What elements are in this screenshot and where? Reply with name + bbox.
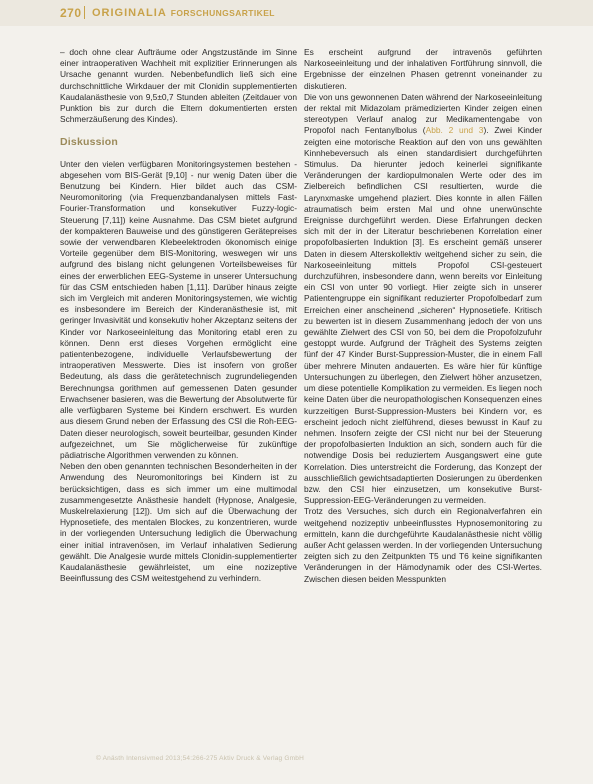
- discussion-paragraph-2: Neben den oben genannten technischen Besonderheiten in der Anwendung des Neuromonitorings bei Kindern ist zu berücksichtigen, dass es sich immer um eine multimodal zusammengesetzte Anästhesie handelt (Hypnose, Analgesie, Muskelrelaxierung [12]). Um sich auf die Überwachung der Hypnosetiefe, des mentalen Blockes, zu konzentrieren, wurde in der vorliegenden Untersuchung lediglich die Überwachung einer initial intravenösen, im Verlauf inhalativen Sedierung gewählt. Die Analgesie wurde mittels Clonidin-supplementierter Kaudalanästhesie gewährleistet, um eine nozizeptive Beeinflussung des CSM weitestgehend zu verhindern.: [60, 461, 297, 584]
- discussion-paragraph-1: Unter den vielen verfügbaren Monitoringsystemen bestehen - abgesehen vom BIS-Gerät [9,10] - nur wenig Daten über die Benutzung bei Kindern. Hier bildet auch das CSM-Neuromonitoring (via Frequenzbandanalysen mittels Fast-Fourier-Transformation und konsekutiver Fuzzy-logic-Steuerung [7,11]) keine Ausnahme. Das CSM bietet aufgrund der kompakteren Bauweise und des günstigeren Gerätepreises sowie der verwendbaren Klebeelektroden ökonomisch einige Vorteile gegenüber dem BIS-Monitoring, weswegen wir uns aufgrund des bislang nicht gelungenen Vorteilsbeweises für eines der erwerblichen EEG-Systeme in unserer Untersuchung für das CSM entschieden haben [1,11]. Darüber hinaus zeigte sich im Vergleich mit anderen Monitoringsystemen, wie wichtig es insbesondere im Bereich der Kinderanästhesie ist, mit geringer Invasivität und konsekutiv hoher Akzeptanz seitens der Kinder vor Narkoseeinleitung das Monitoring etabl eren zu können. Denn erst dieses Vorgehen ermöglicht eine patientenbezogene, individuelle Verlaufsbewertung der intraoperativen Messwerte. Dies ist insofern von großer Bedeutung, als dass die gerätetechnisch zugrundeliegenden Berechnungsa gorithmen auf gemessenen Daten gesunder Erwachsener basieren, was die Bewertung der Absolutwerte für alle verfügbaren Systeme bei Kindern erschwert. Es wurden aus diesem Grund neben der Erfassung des CSI die Roh-EEG-Daten dieser neurologisch, soweit beurteilbar, gesunden Kinder aufgezeichnet, um Sie möglicherweise für zukünftige pädiatrische Algorithmen verwenden zu können.: [60, 158, 297, 460]
- page-footer: © Anästh Intensivmed 2013;54:266-275 Aktiv Druck & Verlag GmbH: [96, 755, 304, 762]
- right-paragraph-2-start: Die von uns gewonnenen Daten während der Narkoseeinleitung der rektal mit Midazolam prämedizierten Kinder zeigen einen stereotypen Verlauf analog zur Medikamentengabe von Propofol nach Fentanylbolus (: [304, 91, 542, 136]
- right-paragraph-3: Trotz des Versuches, sich durch ein Regionalverfahren ein weitgehend nozizeptiv unbeeinflusstes Hypnosemonitoring zu ermitteln, kann die durchgeführte Kaudalanästhesie nicht völlig außer Acht gelassen werden. In der vorliegenden Untersuchung zeigten sich zu den Zeitpunkten T5 und T6 keine signifikanten Veränderungen in der Hämodynamik oder des CSI-Wertes. Zwischen diesen beiden Messpunkten: [304, 506, 542, 584]
- discussion-heading: Diskussion: [60, 136, 119, 149]
- right-paragraph-1: Es erscheint aufgrund der intravenös geführten Narkoseeinleitung und der inhalativen Fortführung sinnvoll, die Ergebnisse der einzelnen Phasen getrennt voneinander zu diskutieren.: [304, 47, 542, 91]
- header-divider: [84, 6, 85, 19]
- figure-reference-link[interactable]: Abb. 2 und 3: [425, 125, 484, 136]
- section-label: [92, 7, 275, 19]
- section-subtitle: FORSCHUNGSARTIKEL: [170, 8, 275, 18]
- page-header: [0, 0, 593, 26]
- right-paragraph-2-rest: ). Zwei Kinder zeigten eine motorische Reaktion auf den von uns gewählten Kinnhebeversuch als einen standardisiert durchgeführten Stimulus. Da hierunter jedoch keinerlei signifikante Veränderungen der kardiopulmonalen Werte oder des im Zielbereich befindlichen CSI resultierten, wurde die Larynxmaske umgehend plaziert. Dies konnte in allen Fällen atraumatisch beim ersten Mal und ohne unerwünschte Ereignisse durchgeführt werden. Diese Erfahrungen decken sich mit der in der Literatur beschriebenen Korrelation einer propofolbasierten Induktion [3]. Es erscheint gemäß unserer Daten in diesem Alterskollektiv weitgehend sicher zu sein, die Narkoseeinleitung mittels Propofol CSI-gesteuert durchzuführen, insbesondere dann, wenn bereits vor Einleitung ein CSI von unter 90 vorliegt. Hier zeigte sich in unserer Patientengruppe ein signifikant reduzierter Propofolbedarf zum Erreichen einer anscheinend „sicheren“ Hypnosetiefe. Kritisch zu bewerten ist in diesem Zusammenhang jedoch der von uns gewählte Zielwert des CSI von 50, bei dem die Propofolzufuhr gestoppt wurde. Aufgrund der Trägheit des Systems zeigten fünf der 47 Kinder Burst-Suppression-Muster, die in einem Fall über mehrere Minuten andauerten. Es wäre hier für künftige Untersuchungen zu überlegen, den Zielwert höher anzusetzen, um diese potentielle Komplikation zu vermeiden. Es liegen noch keine Daten über die neuropathologischen Konsequenzen eines kurzzeitigen Burst-Suppression-Musters bei Kindern vor, es erscheint jedoch nicht zielführend, dieses bewusst in Kauf zu nehmen. Insofern zeigte der CSI nicht nur bei der Steuerung der propofolbasierten Induktion an sich, sondern auch für die notwendige Dosis bei reduziertem Ausgangswert eine gute Korrelation. Dies unterstreicht die Forderung, das Konzept der ausschließlich gewichtsadaptierten Dosierungen zu überdenken bzw. den CSI hier einzusetzen, um konsekutive Burst-Suppression-EEG-Veränderungen zu vermeiden.: [304, 125, 542, 506]
- section-title: ORIGINALIA: [92, 7, 167, 19]
- right-paragraph-2: [304, 92, 542, 507]
- page-number: 270: [60, 6, 82, 20]
- right-column: [304, 47, 542, 585]
- intro-paragraph: – doch ohne clear Aufträume oder Angstzustände im Sinne einer intraoperativen Wachheit mit explizitier Erinnerungen als Ursache genannt wurden. Nebenbefundlich ließ sich eine durchschnittliche Wirkdauer der mit Clonidin supplementierten Kaudalanästhesie von 9,5±0,7 Stunden ableiten (Zeitdauer von Punktion bis zur durch die Eltern dokumentierten ersten Schmerzäußerung des Kindes).: [60, 47, 297, 125]
- left-column: [60, 47, 297, 584]
